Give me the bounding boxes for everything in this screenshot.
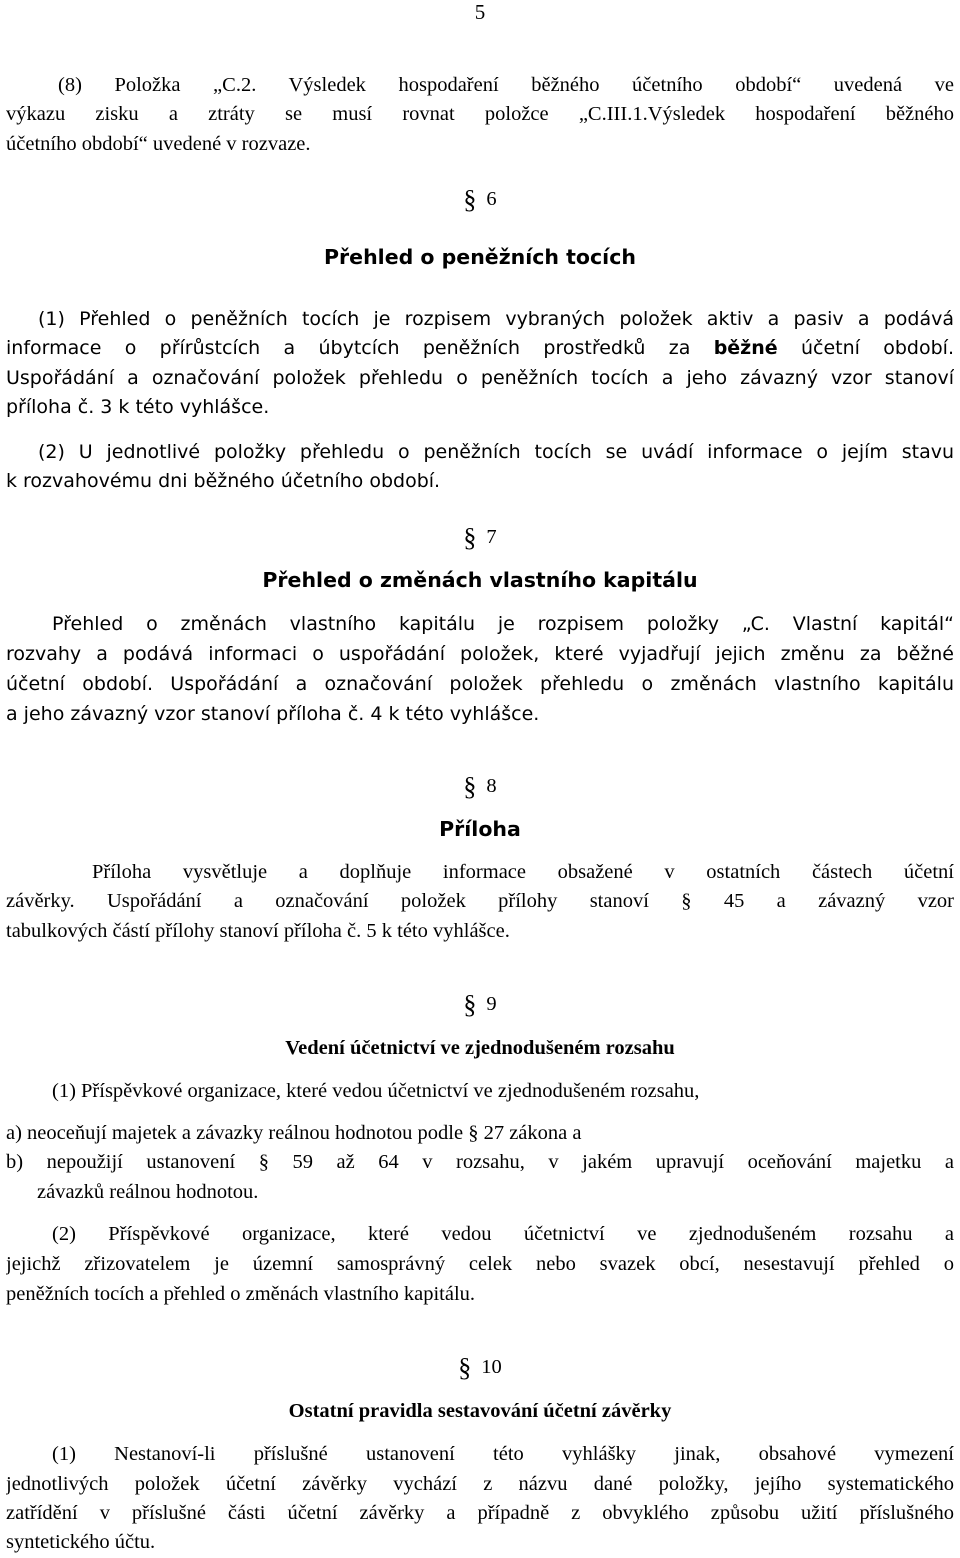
s6-p1-line-3: Uspořádání a označování položek přehledu o peněžních tocích a jeho závazný vzor stanoví [6,367,954,389]
s9-item-b-line-2: závazků reálnou hodnotou. [37,1181,259,1203]
s6-p1-line-4: příloha č. 3 k této vyhlášce. [6,396,270,418]
section-7-number: § 7 [463,523,497,552]
paragraph-8-line-1: (8) Položka „C.2. Výsledek hospodaření běžného účetního období“ uvedená ve [58,74,954,96]
s9-item-a: a) neoceňují majetek a závazky reálnou hodnotou podle § 27 zákona a [6,1122,582,1144]
section-sign-icon: § [463,185,477,214]
s6-p1-line-2: informace o přírůstcích a úbytcích peněžních prostředků za běžné účetní období. [6,337,954,359]
section-9-title: Vedení účetnictví ve zjednodušeném rozsahu [285,1037,675,1059]
paragraph-8-line-3: účetního období“ uvedené v rozvaze. [6,133,311,155]
section-sign-icon: § [463,990,477,1019]
section-9-number: § 9 [463,990,497,1019]
s7-line-1: Přehled o změnách vlastního kapitálu je rozpisem položky „C. Vlastní kapitál“ [52,613,954,635]
section-8-number: § 8 [463,772,497,801]
s8-line-1: Příloha vysvětluje a doplňuje informace obsažené v ostatních částech účetní [92,861,954,883]
s6-p2-line-2: k rozvahovému dni běžného účetního období. [6,470,441,492]
s6-p2-line-1: (2) U jednotlivé položky přehledu o peněžních tocích se uvádí informace o jejím stavu [38,441,954,463]
page-number: 5 [474,0,486,24]
section-10-number: § 10 [458,1353,502,1382]
s9-item-b-line-1: b) nepoužijí ustanovení § 59 až 64 v rozsahu, v jakém upravují oceňování majetku a [6,1151,954,1173]
section-10-title: Ostatní pravidla sestavování účetní závěrky [288,1400,672,1422]
s10-line-2: jednotlivých položek účetní závěrky vychází z názvu dané položky, jejího systematického [6,1473,954,1495]
s10-line-3: zatřídění v příslušné části účetní závěrky a případně z obvyklého způsobu užití příslušného [6,1502,954,1524]
s7-line-4: a jeho závazný vzor stanoví příloha č. 4 k této vyhlášce. [6,703,540,725]
s10-line-1: (1) Nestanoví-li příslušné ustanovení této vyhlášky jinak, obsahové vymezení [52,1443,954,1465]
section-8-title: Příloha [439,817,521,841]
s9-p2-line-1: (2) Příspěvkové organizace, které vedou účetnictví ve zjednodušeném rozsahu a [52,1223,954,1245]
s8-line-2: závěrky. Uspořádání a označování položek přílohy stanoví § 45 a závazný vzor [6,890,954,912]
s9-p2-line-2: jejichž zřizovatelem je územní samosprávný celek nebo svazek obcí, nesestavují přehled o [6,1253,954,1275]
section-6-title: Přehled o peněžních tocích [324,245,636,269]
section-sign-icon: § [458,1353,472,1382]
paragraph-8-line-2: výkazu zisku a ztráty se musí rovnat položce „C.III.1.Výsledek hospodaření běžného [6,103,954,125]
section-6-number: § 6 [463,185,497,214]
s8-line-3: tabulkových částí přílohy stanoví příloha č. 5 k této vyhlášce. [6,920,510,942]
section-sign-icon: § [463,523,477,552]
section-7-title: Přehled o změnách vlastního kapitálu [262,568,698,592]
s7-line-3: účetní období. Uspořádání a označování položek přehledu o změnách vlastního kapitálu [6,673,954,695]
s7-line-2: rozvahy a podává informaci o uspořádání položek, které vyjadřují jejich změnu za běžné [6,643,954,665]
s9-p2-line-3: peněžních tocích a přehled o změnách vlastního kapitálu. [6,1283,476,1305]
section-sign-icon: § [463,772,477,801]
s10-line-4: syntetického účtu. [6,1531,156,1553]
s9-p1-intro: (1) Příspěvkové organizace, které vedou účetnictví ve zjednodušeném rozsahu, [52,1080,700,1102]
s6-p1-line-1: (1) Přehled o peněžních tocích je rozpisem vybraných položek aktiv a pasiv a podává [38,308,954,330]
emphasis-bezne: běžné [713,337,778,359]
